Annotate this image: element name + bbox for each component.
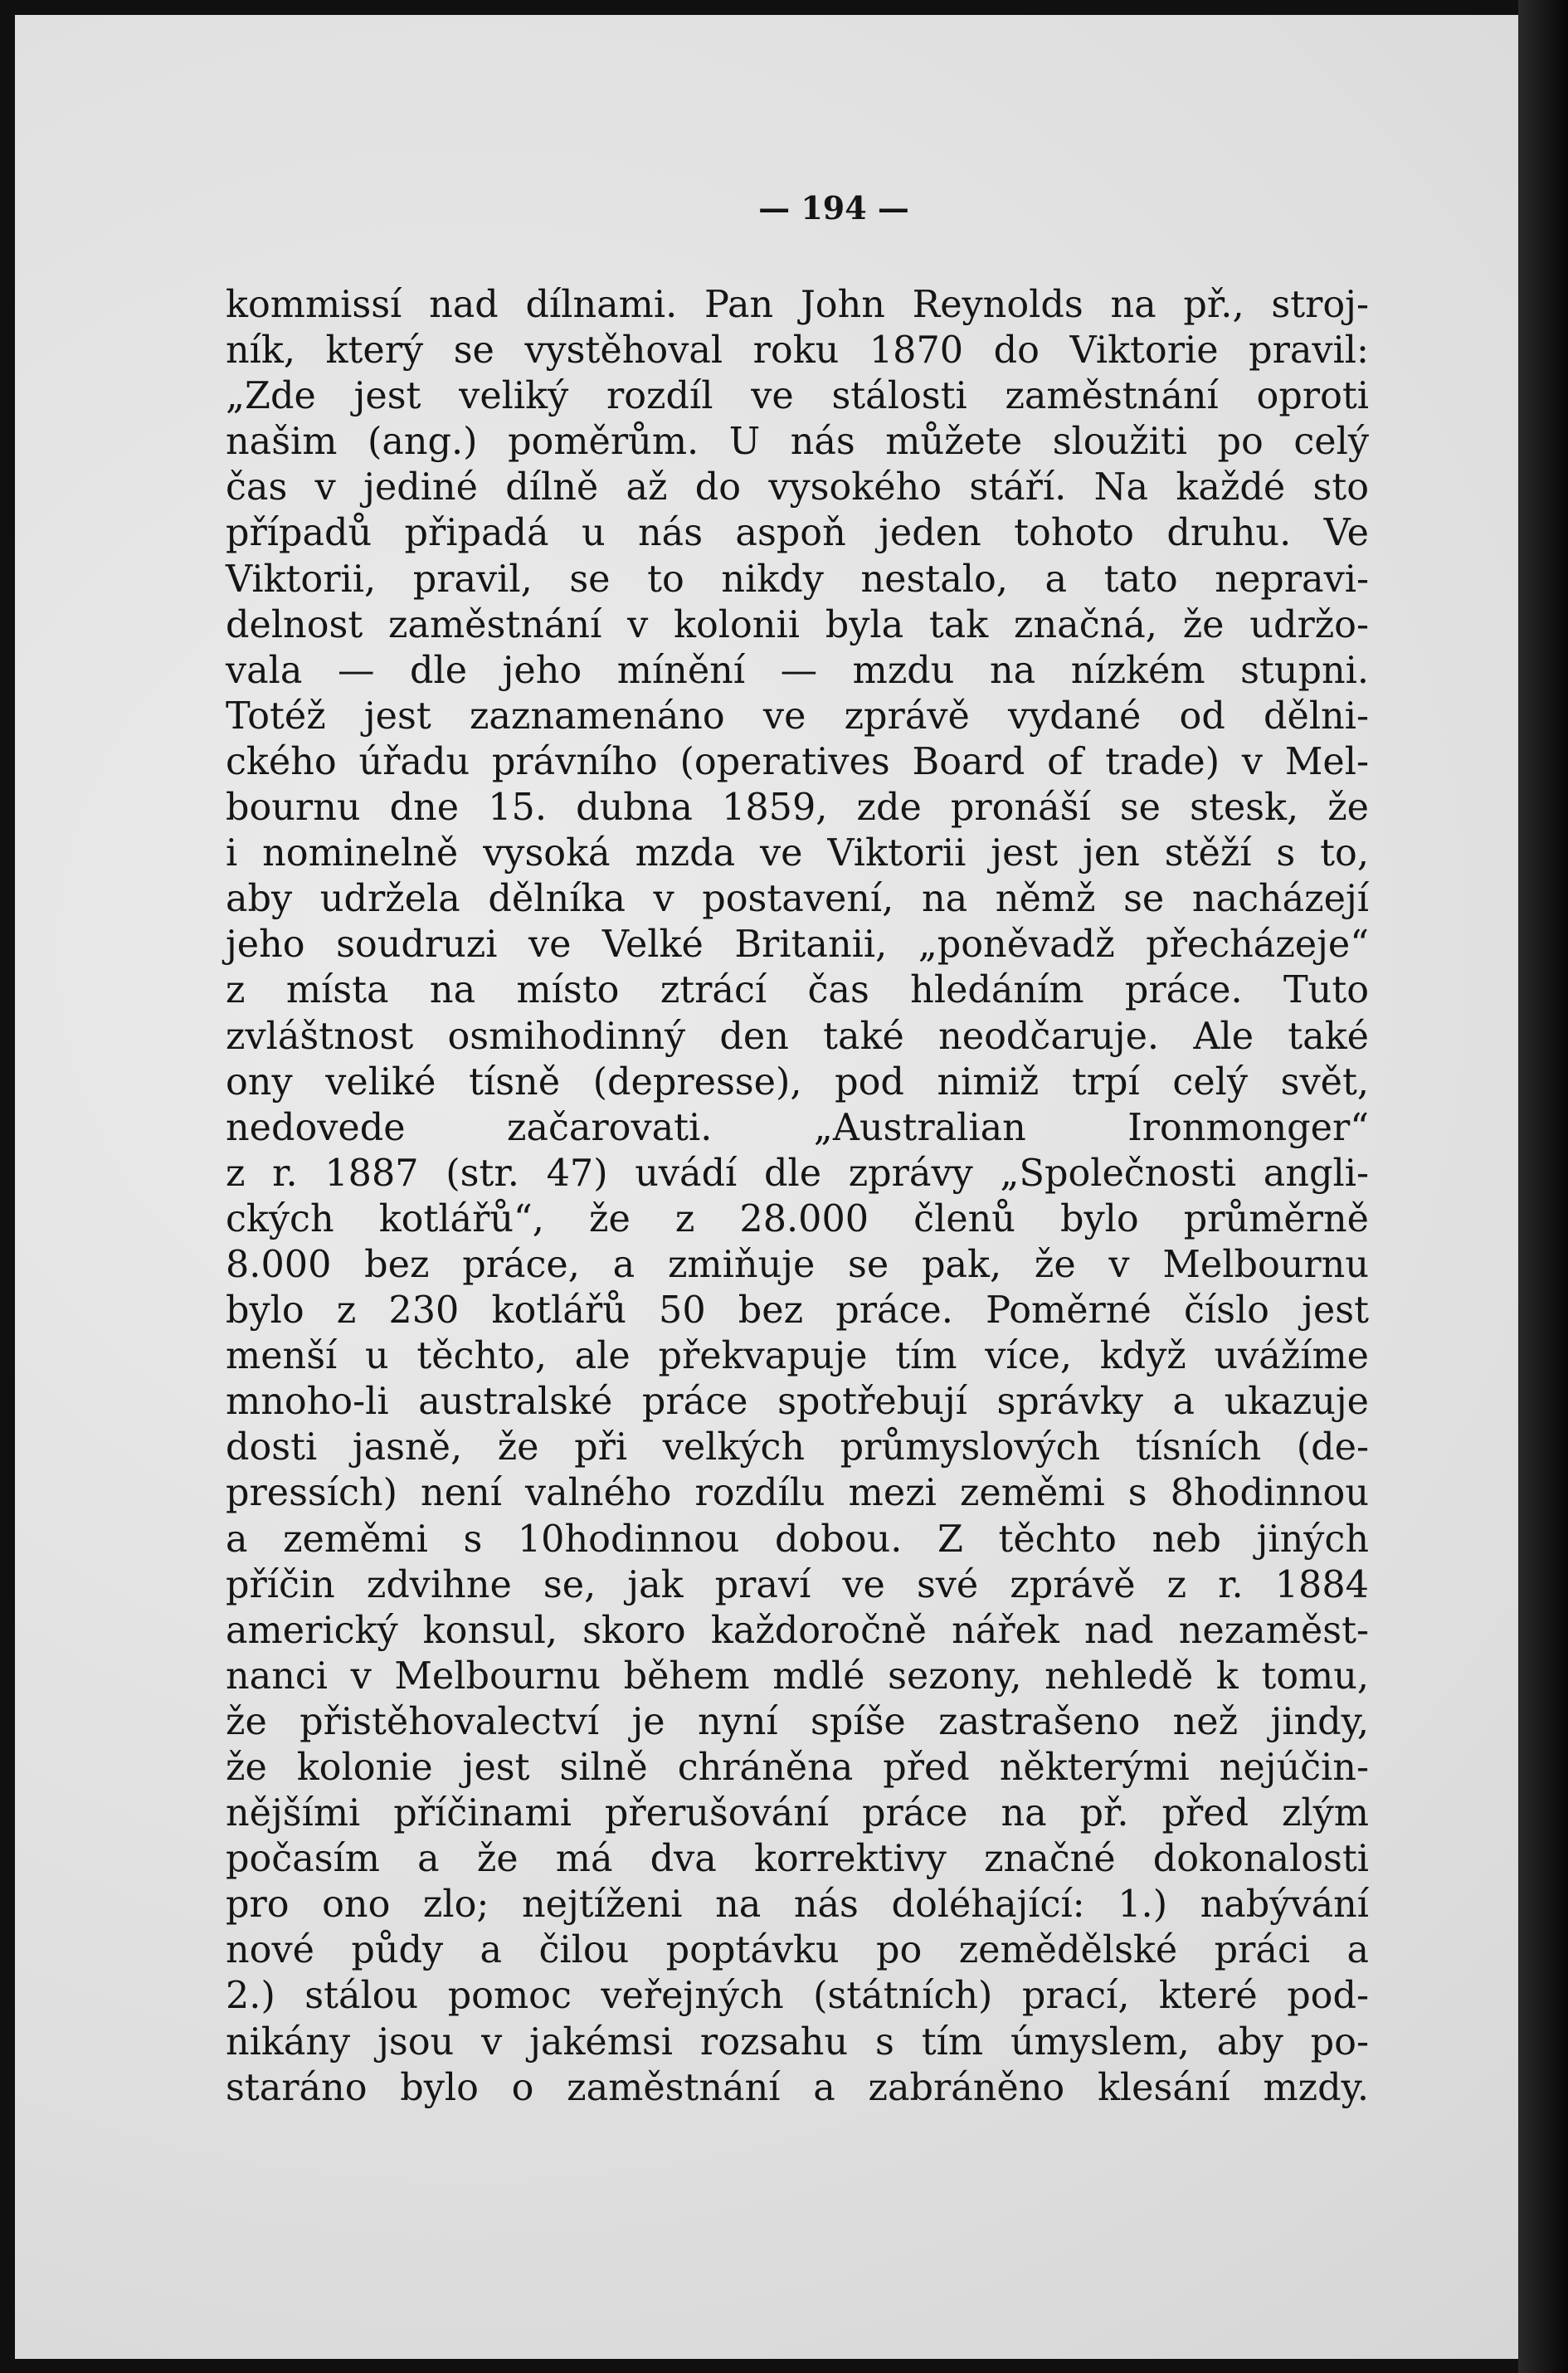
text-line: nedovede začarovati. „Australian Ironmonger“	[226, 1106, 1369, 1149]
page-number: — 194 —	[758, 189, 909, 227]
text-line: nikány jsou v jakémsi rozsahu s tím úmyslem, aby po-	[226, 2020, 1369, 2064]
text-line: ník, který se vystěhoval roku 1870 do Viktorie pravil:	[226, 329, 1369, 373]
text-line: jeho soudruzi ve Velké Britanii, „poněvadž přecházeje“	[226, 923, 1369, 967]
text-line: příčin zdvihne se, jak praví ve své zprávě z r. 1884	[226, 1563, 1369, 1606]
text-line: ckého úřadu právního (operatives Board of trade) v Mel-	[226, 740, 1369, 783]
text-line: že přistěhovalectví je nyní spíše zastrašeno než jindy,	[226, 1700, 1369, 1743]
text-line: bylo z 230 kotlářů 50 bez práce. Poměrné číslo jest	[226, 1289, 1369, 1333]
text-line: čas v jediné dílně až do vysokého stáří. Na každé sto	[226, 466, 1369, 509]
text-line: americký konsul, skoro každoročně nářek nad nezaměst-	[226, 1609, 1369, 1652]
text-line: dosti jasně, že při velkých průmyslových tísních (de-	[226, 1426, 1369, 1469]
text-line: menší u těchto, ale překvapuje tím více, když uvážíme	[226, 1335, 1369, 1378]
text-line: 8.000 bez práce, a zmiňuje se pak, že v Melbournu	[226, 1243, 1369, 1286]
text-line: zvláštnost osmihodinný den také neodčaruje. Ale také	[226, 1015, 1369, 1058]
text-line: nové půdy a čilou poptávku po zemědělské práci a	[226, 1929, 1369, 1972]
text-line: že kolonie jest silně chráněna před některými nejúčin-	[226, 1747, 1369, 1789]
text-line: a zeměmi s 10hodinnou dobou. Z těchto neb jiných	[226, 1518, 1369, 1561]
text-line: staráno bylo o zaměstnání a zabráněno klesání mzdy.	[226, 2066, 1369, 2109]
text-line: 2.) stálou pomoc veřejných (státních) prací, které pod-	[226, 1975, 1369, 2018]
text-line: aby udržela dělníka v postavení, na němž se nacházejí	[226, 878, 1369, 921]
text-line: mnoho-li australské práce spotřebují správky a ukazuje	[226, 1381, 1369, 1424]
text-line: vala — dle jeho mínění — mzdu na nízkém stupni.	[226, 649, 1369, 692]
text-line: delnost zaměstnání v kolonii byla tak značná, že udržo-	[226, 603, 1369, 646]
text-line: nanci v Melbournu během mdlé sezony, nehledě k tomu,	[226, 1654, 1369, 1698]
text-line: z místa na místo ztrácí čas hledáním práce. Tuto	[226, 969, 1369, 1012]
body-text	[226, 282, 1369, 2111]
text-line: i nominelně vysoká mzda ve Viktorii jest jen stěží s to,	[226, 832, 1369, 875]
text-line: ony veliké tísně (depresse), pod nimiž trpí celý svět,	[226, 1060, 1369, 1104]
text-line: počasím a že má dva korrektivy značné dokonalosti	[226, 1838, 1369, 1881]
page-edge-shadow	[1518, 0, 1568, 2373]
text-line: „Zde jest veliký rozdíl ve stálosti zaměstnání oproti	[226, 375, 1369, 418]
text-line: pressích) není valného rozdílu mezi zeměmi s 8hodinnou	[226, 1472, 1369, 1515]
text-line: případů připadá u nás aspoň jeden tohoto druhu. Ve	[226, 512, 1369, 555]
text-line: pro ono zlo; nejtíženi na nás doléhající: 1.) nabývání	[226, 1883, 1369, 1927]
text-line: našim (ang.) poměrům. U nás můžete sloužiti po celý	[226, 421, 1369, 464]
text-line: Viktorii, pravil, se to nikdy nestalo, a tato nepravi-	[226, 558, 1369, 601]
text-line: z r. 1887 (str. 47) uvádí dle zprávy „Společnosti angli-	[226, 1152, 1369, 1195]
text-line: kommissí nad dílnami. Pan John Reynolds na př., stroj-	[226, 284, 1369, 326]
text-line: nějšími příčinami přerušování práce na př. před zlým	[226, 1792, 1369, 1835]
text-line: ckých kotlářů“, že z 28.000 členů bylo průměrně	[226, 1197, 1369, 1240]
text-line: bournu dne 15. dubna 1859, zde pronáší se stesk, že	[226, 787, 1369, 830]
text-line: Totéž jest zaznamenáno ve zprávě vydané od dělni-	[226, 694, 1369, 738]
